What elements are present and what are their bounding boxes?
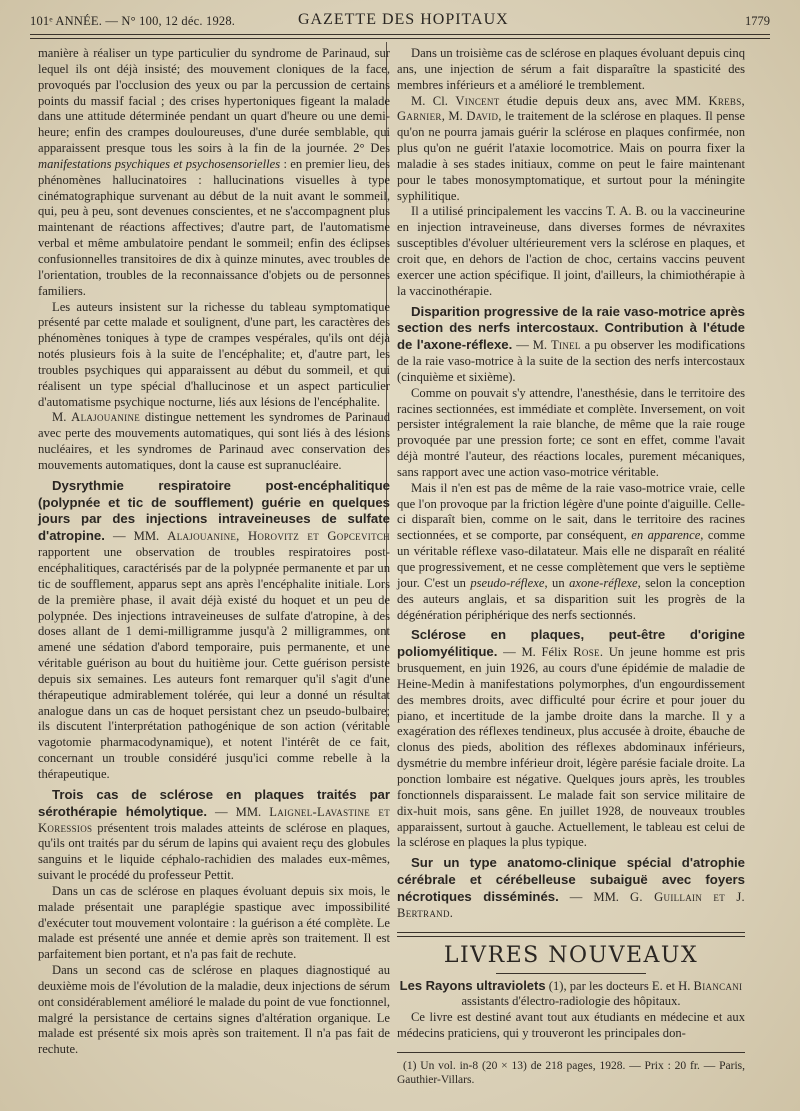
article-heading: Trois cas de sclérose en plaques traités par sérothérapie hémolytique.: [38, 786, 390, 819]
paragraph: Dans un second cas de sclérose en plaques diagnostiqué au deuxième mois de l'évolution de la maladie, deux injections de sérum ont considérablement amélioré le malade du point de vue fonctionnel, malgré la persistance de certains signes d'altération organique. Le malade est présenté six mois après son traitement. Il n'a pas fait de rechute.: [38, 963, 390, 1057]
article-section: Sur un type anatomo-clinique spécial d'atrophie cérébrale et cérébelleuse subaiguë avec foyers nécrotiques disséminés. — MM. G. Guillain et J. Bertrand.: [397, 855, 745, 920]
book-title: Les Rayons ultraviolets: [399, 977, 546, 993]
paragraph: Dans un troisième cas de sclérose en plaques évoluant depuis cinq ans, une injection de sérum a fait disparaître la spasticité des membres inférieurs et a amélioré le tremblement.: [397, 46, 745, 92]
article-heading: Sur un type anatomo-clinique spécial d'atrophie cérébrale et cérébelleuse subaiguë avec foyers nécrotiques disséminés.: [397, 855, 745, 904]
paragraph: Dans un cas de sclérose en plaques évoluant depuis six mois, le malade présentait une paraplégie spastique avec impossibilité d'exécuter tout mouvement volontaire : la guérison a été complète. Le malade est présenté une année et demie après son traitement. Il est parfaitement bien portant, et n'a pas fait de rechute.: [38, 883, 390, 962]
paragraph: Les auteurs insistent sur la richesse du tableau symptomatique présenté par cette malade et soulignent, d'une part, les caractères des phénomènes toniques à type de crampes vespérales, qu'ils ont déjà notés plusieurs fois à la suite de l'encéphalite; et, d'autre part, les troubles psychiques qui apparaissent au début du sommeil, et qui réalisent un type spécial d'hallucinose et un aspect particulier d'automatisme psychique nocturne, liés aux lésions de l'encéphalite.: [38, 299, 390, 409]
paragraph: Ce livre est destiné avant tout aux étudiants en médecine et aux médecins praticiens, qui y trouveront les principales don-: [397, 1010, 745, 1041]
book-subtitle: assistants d'électro-radiologie des hôpitaux.: [461, 994, 681, 1009]
book-entry: Les Rayons ultraviolets (1), par les docteurs E. et H. Biancani: [399, 977, 743, 993]
right-column: [397, 46, 745, 1087]
paragraph: Il a utilisé principalement les vaccins T. A. B. ou la vaccineurine en injection intraveineuse, dans diverses formes de névraxites susceptibles d'évoluer ultérieurement vers la sclérose en plaques, et croit que, en dehors de l'action de choc, certains vaccins peuvent exercer une action spécifique. Il joint, d'ailleurs, la chimiothérapie à la vaccinothérapie.: [397, 204, 745, 298]
article-heading: Disparition progressive de la raie vaso-motrice après section des nerfs intercostaux. Contribution à l'étude de l'axone-réflexe.: [397, 303, 745, 353]
article-section: Dysrythmie respiratoire post-encéphalitique (polypnée et tic de soufflement) guérie en quelques jours par des injections intraveineuses de sulfate d'atropine. — MM. Alajouanine, Horovitz et Gopcevitch rapportent une observation de troubles respiratoires post-encéphalitiques, caractérisés par de la polypnée permanente et par un tic de soufflement, apparus sept ans après l'encéphalite initiale. Lors de la première phase, il avait déjà existé du hoquet et un peu de polypnée. Des injections intraveineuses de sulfate d'atropine, à des doses allant de 1 demi-milligramme jusqu'à 2 milligrammes, ont amené une sédation d'abord temporaire, puis permanente, et une véritable guérison au bout du huitième jour. Cette guérison persiste depuis six semaines. Les auteurs font remarquer qu'il s'agit d'une thérapeutique admirablement tolérée, qui leur a donné un résultat analogue dans un cas de hoquet persistant chez un pseudo-bulbaire; ils discutent l'interprétation pathogénique de son action (véritable vagotomie pharmacodynamique), et notent l'intérêt de ce fait, concernant un trouble considéré jusqu'ici comme rebelle à la thérapeutique.: [38, 477, 390, 781]
footnote: (1) Un vol. in-8 (20 × 13) de 218 pages, 1928. — Prix : 20 fr. — Paris, Gauthier-Villars.: [397, 1059, 745, 1086]
page-header: [30, 8, 770, 34]
section-title: LIVRES NOUVEAUX: [443, 942, 699, 968]
article-section: Sclérose en plaques, peut-être d'origine poliomyélitique. — M. Félix Rose. Un jeune homme est pris brusquement, en juin 1926, au cours d'une épidémie de maladie de Heine-Medin à manifestations polymorphes, d'un engourdissement des membres droits, avec difficulté pour écrire et pour jouer du piano, et incertitude de la jambe droite dans la marche. Il y a exagération des réflexes tendineux, plus accusée à droite, ébauche de clonus des pieds, abolition des réflexes abdominaux inférieurs, dysmétrie du membre inférieur droit, légère parésie faciale droite. La ponction lombaire est négative. Quelques jours après, les troubles fonctionnels disparaissent. Le malade fait son service militaire de dix-huit mois, sans gêne. En juillet 1928, de nouveaux troubles apparaissent, surtout à gauche. Actuellement, le tableau est celui de la sclérose en plaques la plus typique.: [397, 627, 745, 850]
paragraph: M. Cl. Vincent étudie depuis deux ans, avec MM. Krebs, Garnier, M. David, le traitement de la sclérose en plaques. Il pense qu'on ne pourra jamais guérir la sclérose en plaques confirmée, non plus qu'on ne guérit l'ataxie locomotrice. Mais on pourra fixer la maladie à ses stades initiaux, comme on peut le faire maintenant pour le tabes monosymptomatique, et surtout pour la méningite syphilitique.: [397, 93, 745, 203]
paragraph: Comme on pouvait s'y attendre, l'anesthésie, dans le territoire des racines sectionnées, est immédiate et complète. Inversement, on voit persister intégralement la raie blanche, de même que la raie rouge provoquée par une pression forte; ce sont en effet, comme l'avait déjà montré l'auteur, des réactions locales, purement mécaniques, sans rapport avec une action vaso-motrice véritable.: [397, 385, 745, 479]
article-section: Disparition progressive de la raie vaso-motrice après section des nerfs intercostaux. Contribution à l'étude de l'axone-réflexe. — M. Tinel a pu observer les modifications de la raie vaso-motrice à la suite de la section des nerfs intercostaux (cinquième et sixième).: [397, 303, 745, 384]
paragraph: M. Alajouanine distingue nettement les syndromes de Parinaud avec perte des mouvements automatiques, qui sont liés à des lésions nucléaires, et les syndromes de Parinaud avec conservation des mouvements automatiques, dont la cause est supranucléaire.: [38, 410, 391, 472]
paragraph: Mais il n'en est pas de même de la raie vaso-motrice vraie, celle que l'on provoque par la friction légère d'une pointe d'aiguille. Celle-ci disparaît bien, comme on le sait, dans le territoire des racines sectionnées, et se comporte, par conséquent, en apparence, comme un véritable réflexe vaso-dilatateur. Mais elle ne disparaît en réalité que progressivement, et ne cesse complètement que vers le septième jour. C'est un pseudo-réflexe, un axone-réflexe, selon la conception des auteurs anglais, et sa disparition suit les progrès de la dégénération périphérique des nerfs sectionnés.: [397, 480, 745, 622]
section-rule: [397, 932, 745, 937]
issue-info: 101ᵉ ANNÉE. — N° 100, 12 déc. 1928.: [30, 14, 236, 28]
article-heading: Dysrythmie respiratoire post-encéphalitique (polypnée et tic de soufflement) guérie en quelques jours par des injections intraveineuses de sulfate d'atropine.: [38, 477, 390, 544]
title-underline: [496, 973, 646, 974]
left-column: [38, 46, 390, 1058]
journal-title: GAZETTE DES HOPITAUX: [298, 11, 509, 28]
header-rule: [30, 34, 770, 39]
article-section: Trois cas de sclérose en plaques traités par sérothérapie hémolytique. — MM. Laignel-Lavastine et Koressios présentent trois malades atteints de sclérose en plaques, qu'ils ont traités par du sérum de lapins qui avaient reçu des globules sanguins et le liquide céphalo-rachidien des malades eux-mêmes, suivant le procédé du professeur Pettit.: [38, 786, 390, 883]
article-heading: Sclérose en plaques, peut-être d'origine poliomyélitique.: [397, 627, 745, 660]
page-number: 1779: [745, 14, 770, 28]
footnote-rule: [397, 1052, 745, 1053]
paragraph: manière à réaliser un type particulier du syndrome de Parinaud, sur lequel ils ont déjà insisté; des mouvement cloniques de la face, provoqués par l'occlusion des yeux ou par la percussion de certains points du massif facial ; des crises hypertoniques figeant la malade dans une attitude déterminée pendant un quart d'heure ou une demi-heure; enfin des crampes douloureuses, d'une durée semblable, qui apparaissent presque tous les soirs à la fin de la journée. 2° Des manifestations psychiques et psychosensorielles : en premier lieu, des phénomènes hallucinatoires : hallucinations visuelles à type cinématographique survenant au début de la nuit avant le sommeil, qui, peu à peu, sont devenues conscientes, et ne s'accompagnent plus maintenant de réactions affectives; d'autre part, de l'automatisme verbal et même ambulatoire pendant le sommeil; enfin des éclipses confusionnelles transitoires de dix à quinze minutes, avec troubles de l'orientation, troubles de la reconnaissance d'objets ou de personnes familiers.: [38, 46, 390, 298]
